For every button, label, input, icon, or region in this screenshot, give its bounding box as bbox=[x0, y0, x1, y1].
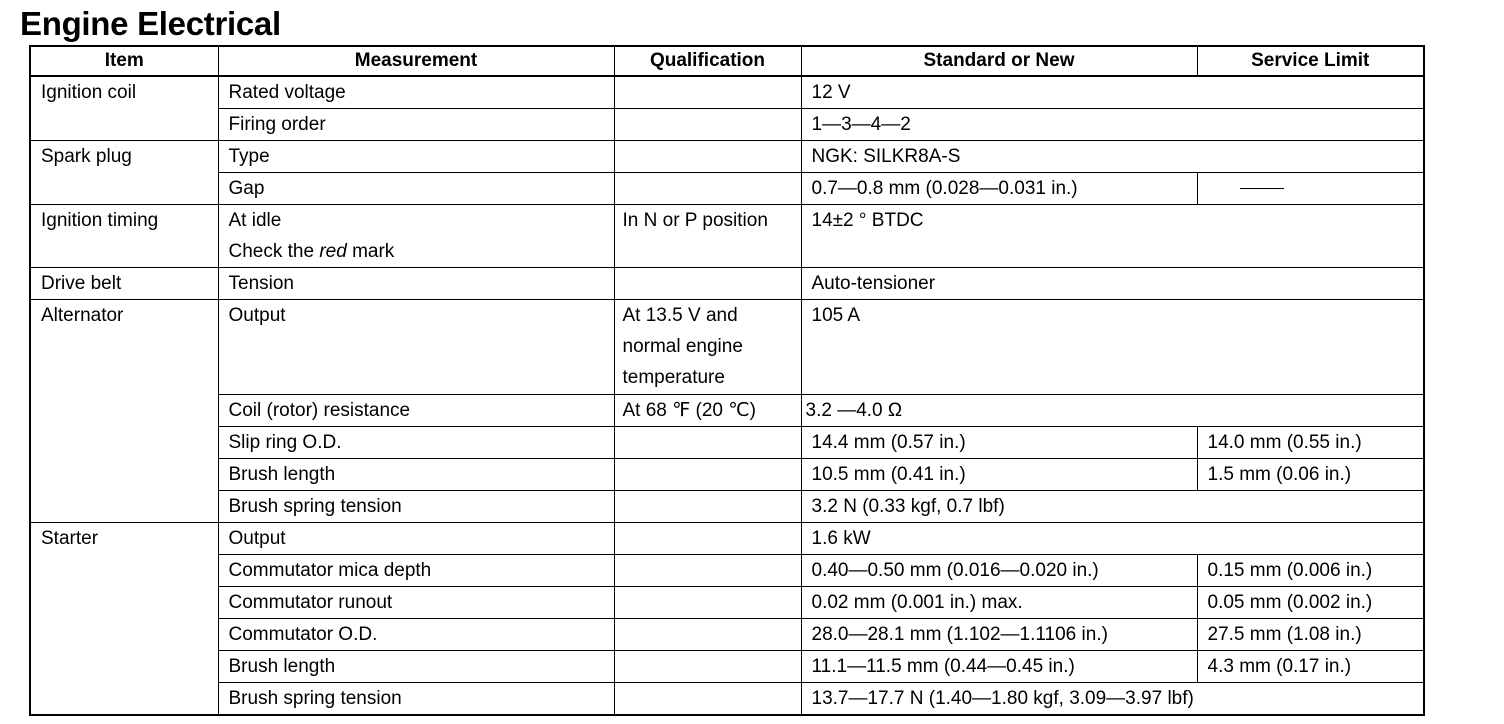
qualification-cell bbox=[614, 618, 801, 650]
qualification-cell: In N or P position bbox=[614, 205, 801, 268]
measurement-cell: Firing order bbox=[218, 109, 614, 141]
header-measurement: Measurement bbox=[218, 46, 614, 76]
standard-cell: 14.4 mm (0.57 in.) bbox=[801, 426, 1197, 458]
service-limit-cell: 0.05 mm (0.002 in.) bbox=[1197, 586, 1424, 618]
measurement-cell: Brush spring tension bbox=[218, 490, 614, 522]
measurement-cell: Brush length bbox=[218, 650, 614, 682]
item-cell: Ignition timing bbox=[30, 205, 218, 268]
qualification-cell bbox=[614, 554, 801, 586]
item-cell: Spark plug bbox=[30, 141, 218, 173]
measurement-cell: Output bbox=[218, 522, 614, 554]
table-header-row bbox=[30, 46, 1424, 76]
service-limit-cell: 1.5 mm (0.06 in.) bbox=[1197, 458, 1424, 490]
page-title: Engine Electrical bbox=[20, 5, 281, 42]
qualification-cell: At 68 ℉ (20 ℃) bbox=[614, 394, 801, 426]
table-row bbox=[30, 109, 1424, 141]
text-fragment: Check the bbox=[228, 241, 320, 262]
item-cell bbox=[30, 173, 218, 205]
measurement-cell: Commutator O.D. bbox=[218, 618, 614, 650]
standard-cell: Auto-tensioner bbox=[801, 268, 1424, 300]
item-cell bbox=[30, 394, 218, 426]
measurement-cell: Coil (rotor) resistance bbox=[218, 394, 614, 426]
item-cell bbox=[30, 650, 218, 682]
text-fragment: mark bbox=[346, 241, 395, 262]
table-row bbox=[30, 618, 1424, 650]
measurement-cell: Rated voltage bbox=[218, 76, 614, 109]
table-row bbox=[30, 490, 1424, 522]
standard-cell: 0.02 mm (0.001 in.) max. bbox=[801, 586, 1197, 618]
standard-cell: NGK: SILKR8A-S bbox=[801, 141, 1424, 173]
measurement-line: At idle bbox=[228, 210, 282, 231]
measurement-cell: Type bbox=[218, 141, 614, 173]
standard-cell: 3.2 —4.0 Ω bbox=[801, 394, 1424, 426]
service-limit-cell: 14.0 mm (0.55 in.) bbox=[1197, 426, 1424, 458]
table-row bbox=[30, 394, 1424, 426]
measurement-line bbox=[229, 236, 614, 267]
table-row bbox=[30, 141, 1424, 173]
measurement-cell: Brush length bbox=[218, 458, 614, 490]
table-row bbox=[30, 586, 1424, 618]
qualification-cell bbox=[614, 458, 801, 490]
standard-cell: 1.6 kW bbox=[801, 522, 1424, 554]
measurement-cell bbox=[218, 205, 614, 268]
item-cell bbox=[30, 554, 218, 586]
service-limit-cell: 4.3 mm (0.17 in.) bbox=[1197, 650, 1424, 682]
qualification-cell bbox=[614, 268, 801, 300]
table-row bbox=[30, 682, 1424, 715]
item-cell: Alternator bbox=[30, 300, 218, 395]
standard-cell: 105 A bbox=[801, 300, 1424, 395]
item-cell bbox=[30, 618, 218, 650]
qualification-cell bbox=[614, 426, 801, 458]
table-row bbox=[30, 268, 1424, 300]
emphasis-red: red bbox=[319, 241, 347, 262]
header-item: Item bbox=[30, 46, 218, 76]
table-row bbox=[30, 173, 1424, 205]
item-cell: Ignition coil bbox=[30, 76, 218, 109]
item-cell bbox=[30, 682, 218, 715]
qualification-cell bbox=[614, 490, 801, 522]
qualification-cell bbox=[614, 173, 801, 205]
standard-cell: 3.2 N (0.33 kgf, 0.7 lbf) bbox=[801, 490, 1424, 522]
measurement-cell: Tension bbox=[218, 268, 614, 300]
qualification-cell bbox=[614, 682, 801, 715]
service-limit-cell: 0.15 mm (0.006 in.) bbox=[1197, 554, 1424, 586]
qualification-line: At 13.5 V and bbox=[622, 305, 738, 326]
item-cell bbox=[30, 109, 218, 141]
standard-cell: 14±2 ° BTDC bbox=[801, 205, 1424, 268]
table-row bbox=[30, 554, 1424, 586]
qualification-cell bbox=[614, 76, 801, 109]
qualification-line: normal engine bbox=[622, 336, 743, 357]
standard-cell: 13.7—17.7 N (1.40—1.80 kgf, 3.09—3.97 lbf) bbox=[801, 682, 1424, 715]
qualification-cell bbox=[614, 141, 801, 173]
standard-cell: 0.7—0.8 mm (0.028—0.031 in.) bbox=[801, 173, 1197, 205]
qualification-cell bbox=[614, 586, 801, 618]
item-cell: Starter bbox=[30, 522, 218, 554]
qualification-cell bbox=[614, 650, 801, 682]
table-row bbox=[30, 76, 1424, 109]
service-limit-cell: 27.5 mm (1.08 in.) bbox=[1197, 618, 1424, 650]
table-row bbox=[30, 205, 1424, 268]
table-row bbox=[30, 426, 1424, 458]
measurement-cell: Output bbox=[218, 300, 614, 395]
qualification-cell bbox=[614, 300, 801, 395]
item-cell bbox=[30, 426, 218, 458]
measurement-cell: Brush spring tension bbox=[218, 682, 614, 715]
header-standard: Standard or New bbox=[801, 46, 1197, 76]
qualification-cell bbox=[614, 109, 801, 141]
service-limit-cell bbox=[1197, 173, 1424, 205]
header-qualification: Qualification bbox=[614, 46, 801, 76]
measurement-cell: Gap bbox=[218, 173, 614, 205]
item-cell bbox=[30, 458, 218, 490]
engine-electrical-spec-table bbox=[29, 45, 1425, 716]
table-row bbox=[30, 458, 1424, 490]
qualification-line: temperature bbox=[622, 367, 725, 388]
table-row bbox=[30, 522, 1424, 554]
item-cell bbox=[30, 586, 218, 618]
measurement-cell: Commutator runout bbox=[218, 586, 614, 618]
standard-cell: 11.1—11.5 mm (0.44—0.45 in.) bbox=[801, 650, 1197, 682]
table-row bbox=[30, 650, 1424, 682]
item-cell bbox=[30, 490, 218, 522]
standard-cell: 28.0—28.1 mm (1.102—1.1106 in.) bbox=[801, 618, 1197, 650]
standard-cell: 0.40—0.50 mm (0.016—0.020 in.) bbox=[801, 554, 1197, 586]
qualification-cell bbox=[614, 522, 801, 554]
no-limit-dash bbox=[1240, 188, 1284, 189]
header-service-limit: Service Limit bbox=[1197, 46, 1424, 76]
item-cell: Drive belt bbox=[30, 268, 218, 300]
standard-cell: 1—3—4—2 bbox=[801, 109, 1424, 141]
standard-cell: 12 V bbox=[801, 76, 1424, 109]
measurement-cell: Commutator mica depth bbox=[218, 554, 614, 586]
measurement-cell: Slip ring O.D. bbox=[218, 426, 614, 458]
table-row bbox=[30, 300, 1424, 395]
standard-cell: 10.5 mm (0.41 in.) bbox=[801, 458, 1197, 490]
